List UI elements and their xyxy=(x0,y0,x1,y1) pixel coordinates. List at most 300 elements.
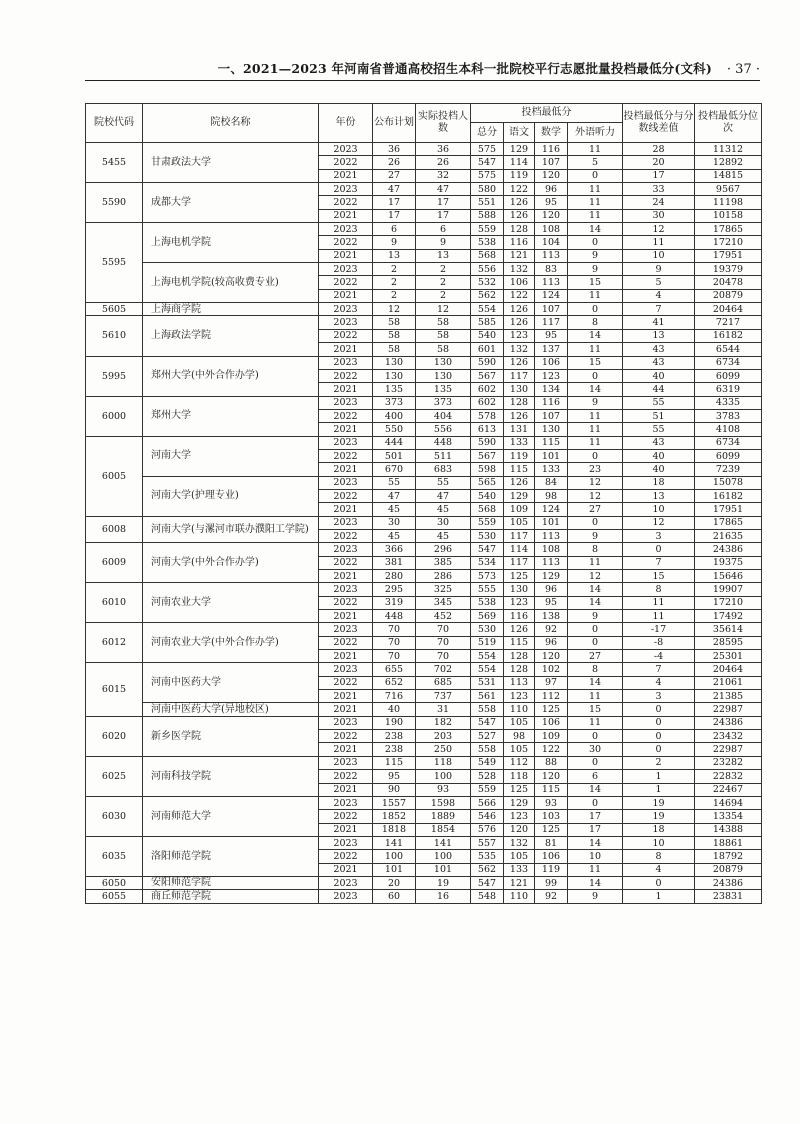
cell-math: 106 xyxy=(535,716,568,729)
cell-school-name: 河南大学(与漯河市联办濮阳工学院) xyxy=(143,516,319,543)
table-row xyxy=(86,623,762,636)
cell-rank: 20464 xyxy=(695,663,762,676)
cell-chinese: 129 xyxy=(504,489,535,502)
cell-year: 2021 xyxy=(319,703,373,716)
cell-rank: 6734 xyxy=(695,356,762,369)
table-row xyxy=(86,303,762,316)
cell-chinese: 119 xyxy=(504,449,535,462)
cell-rank: 20879 xyxy=(695,863,762,876)
cell-school-name: 上海商学院 xyxy=(143,303,319,316)
cell-year: 2021 xyxy=(319,610,373,623)
cell-total: 558 xyxy=(471,743,504,756)
cell-actual: 556 xyxy=(416,423,471,436)
cell-rank: 17210 xyxy=(695,236,762,249)
cell-math: 125 xyxy=(535,703,568,716)
cell-plan: 101 xyxy=(373,863,416,876)
cell-school-name: 上海电机学院(较高收费专业) xyxy=(143,263,319,303)
cell-total: 562 xyxy=(471,289,504,302)
cell-year: 2023 xyxy=(319,436,373,449)
cell-listening: 11 xyxy=(568,209,623,222)
cell-diff: 43 xyxy=(623,343,695,356)
cell-actual: 373 xyxy=(416,396,471,409)
cell-listening: 11 xyxy=(568,436,623,449)
cell-rank: 23831 xyxy=(695,890,762,903)
table-row xyxy=(86,183,762,196)
cell-actual: 118 xyxy=(416,756,471,769)
cell-school-name: 上海政法学院 xyxy=(143,316,319,356)
cell-year: 2022 xyxy=(319,409,373,422)
cell-year: 2023 xyxy=(319,356,373,369)
cell-listening: 14 xyxy=(568,783,623,796)
cell-actual: 45 xyxy=(416,529,471,542)
cell-math: 116 xyxy=(535,396,568,409)
cell-school-name: 河南科技学院 xyxy=(143,756,319,796)
cell-year: 2021 xyxy=(319,503,373,516)
cell-listening: 12 xyxy=(568,489,623,502)
cell-rank: 19375 xyxy=(695,556,762,569)
cell-chinese: 110 xyxy=(504,703,535,716)
cell-listening: 14 xyxy=(568,876,623,889)
cell-plan: 55 xyxy=(373,476,416,489)
cell-diff: 0 xyxy=(623,743,695,756)
cell-school-name: 郑州大学(中外合作办学) xyxy=(143,356,319,396)
cell-code: 6035 xyxy=(86,836,143,876)
cell-plan: 26 xyxy=(373,156,416,169)
cell-rank: 9567 xyxy=(695,183,762,196)
cell-year: 2021 xyxy=(319,169,373,182)
cell-chinese: 121 xyxy=(504,249,535,262)
cell-chinese: 130 xyxy=(504,583,535,596)
cell-actual: 345 xyxy=(416,596,471,609)
cell-actual: 47 xyxy=(416,489,471,502)
cell-listening: 0 xyxy=(568,449,623,462)
cell-total: 540 xyxy=(471,329,504,342)
cell-plan: 2 xyxy=(373,289,416,302)
cell-plan: 20 xyxy=(373,876,416,889)
cell-math: 101 xyxy=(535,449,568,462)
cell-code: 6009 xyxy=(86,543,143,583)
cell-listening: 10 xyxy=(568,850,623,863)
cell-actual: 70 xyxy=(416,650,471,663)
cell-diff: -4 xyxy=(623,650,695,663)
cell-listening: 0 xyxy=(568,303,623,316)
cell-chinese: 126 xyxy=(504,623,535,636)
cell-math: 129 xyxy=(535,570,568,583)
cell-year: 2021 xyxy=(319,423,373,436)
cell-rank: 11312 xyxy=(695,143,762,156)
cell-listening: 0 xyxy=(568,796,623,809)
cell-year: 2023 xyxy=(319,316,373,329)
cell-chinese: 123 xyxy=(504,690,535,703)
cell-total: 555 xyxy=(471,583,504,596)
cell-chinese: 128 xyxy=(504,223,535,236)
cell-chinese: 114 xyxy=(504,156,535,169)
cell-plan: 1557 xyxy=(373,796,416,809)
cell-year: 2022 xyxy=(319,329,373,342)
cell-total: 576 xyxy=(471,823,504,836)
table-row xyxy=(86,143,762,156)
cell-listening: 30 xyxy=(568,743,623,756)
cell-chinese: 128 xyxy=(504,663,535,676)
cell-diff: 41 xyxy=(623,316,695,329)
cell-year: 2021 xyxy=(319,249,373,262)
cell-chinese: 115 xyxy=(504,463,535,476)
cell-plan: 6 xyxy=(373,223,416,236)
table-row xyxy=(86,436,762,449)
cell-actual: 16 xyxy=(416,890,471,903)
cell-diff: 51 xyxy=(623,409,695,422)
cell-plan: 12 xyxy=(373,303,416,316)
header-diff: 投档最低分与分数线差值 xyxy=(623,104,695,143)
table-row xyxy=(86,716,762,729)
cell-plan: 130 xyxy=(373,356,416,369)
cell-listening: 5 xyxy=(568,156,623,169)
cell-diff: 0 xyxy=(623,543,695,556)
cell-actual: 702 xyxy=(416,663,471,676)
cell-math: 101 xyxy=(535,516,568,529)
cell-actual: 19 xyxy=(416,876,471,889)
cell-math: 84 xyxy=(535,476,568,489)
cell-diff: 12 xyxy=(623,223,695,236)
cell-plan: 655 xyxy=(373,663,416,676)
cell-actual: 31 xyxy=(416,703,471,716)
cell-total: 567 xyxy=(471,369,504,382)
cell-year: 2023 xyxy=(319,623,373,636)
cell-diff: 11 xyxy=(623,610,695,623)
table-row xyxy=(86,836,762,849)
cell-listening: 9 xyxy=(568,529,623,542)
cell-year: 2023 xyxy=(319,516,373,529)
cell-math: 134 xyxy=(535,383,568,396)
cell-listening: 0 xyxy=(568,169,623,182)
cell-total: 559 xyxy=(471,516,504,529)
cell-diff: 10 xyxy=(623,503,695,516)
cell-listening: 17 xyxy=(568,810,623,823)
cell-actual: 70 xyxy=(416,636,471,649)
cell-rank: 23282 xyxy=(695,756,762,769)
cell-math: 124 xyxy=(535,289,568,302)
cell-actual: 9 xyxy=(416,236,471,249)
cell-code: 5610 xyxy=(86,316,143,356)
cell-code: 5455 xyxy=(86,143,143,183)
cell-rank: 13354 xyxy=(695,810,762,823)
cell-math: 92 xyxy=(535,623,568,636)
cell-total: 562 xyxy=(471,863,504,876)
cell-math: 96 xyxy=(535,583,568,596)
cell-year: 2022 xyxy=(319,636,373,649)
cell-rank: 24386 xyxy=(695,716,762,729)
cell-plan: 30 xyxy=(373,516,416,529)
table-row xyxy=(86,876,762,889)
cell-actual: 511 xyxy=(416,449,471,462)
cell-year: 2023 xyxy=(319,476,373,489)
cell-total: 573 xyxy=(471,570,504,583)
cell-code: 6008 xyxy=(86,516,143,543)
cell-total: 569 xyxy=(471,610,504,623)
cell-total: 547 xyxy=(471,156,504,169)
cell-total: 538 xyxy=(471,596,504,609)
cell-math: 120 xyxy=(535,209,568,222)
cell-code: 6015 xyxy=(86,663,143,716)
cell-chinese: 128 xyxy=(504,396,535,409)
cell-diff: 5 xyxy=(623,276,695,289)
cell-math: 137 xyxy=(535,343,568,356)
cell-year: 2023 xyxy=(319,303,373,316)
page-header xyxy=(85,58,760,81)
cell-actual: 130 xyxy=(416,356,471,369)
cell-rank: 6734 xyxy=(695,436,762,449)
cell-year: 2021 xyxy=(319,383,373,396)
cell-diff: 8 xyxy=(623,583,695,596)
cell-listening: 12 xyxy=(568,570,623,583)
cell-actual: 182 xyxy=(416,716,471,729)
cell-total: 602 xyxy=(471,396,504,409)
cell-diff: -8 xyxy=(623,636,695,649)
cell-plan: 400 xyxy=(373,409,416,422)
cell-math: 95 xyxy=(535,329,568,342)
cell-school-name: 河南中医药大学(异地校区) xyxy=(143,703,319,716)
cell-diff: 1 xyxy=(623,783,695,796)
cell-chinese: 105 xyxy=(504,743,535,756)
cell-actual: 203 xyxy=(416,730,471,743)
cell-math: 133 xyxy=(535,463,568,476)
cell-plan: 40 xyxy=(373,703,416,716)
cell-actual: 100 xyxy=(416,770,471,783)
cell-math: 96 xyxy=(535,183,568,196)
cell-chinese: 126 xyxy=(504,476,535,489)
cell-year: 2022 xyxy=(319,770,373,783)
cell-plan: 238 xyxy=(373,730,416,743)
cell-rank: 22832 xyxy=(695,770,762,783)
cell-actual: 58 xyxy=(416,329,471,342)
cell-listening: 14 xyxy=(568,836,623,849)
cell-listening: 0 xyxy=(568,730,623,743)
cell-listening: 11 xyxy=(568,716,623,729)
cell-chinese: 98 xyxy=(504,730,535,743)
cell-math: 106 xyxy=(535,850,568,863)
cell-school-name: 河南中医药大学 xyxy=(143,663,319,703)
cell-total: 568 xyxy=(471,503,504,516)
cell-math: 107 xyxy=(535,156,568,169)
cell-actual: 141 xyxy=(416,836,471,849)
cell-math: 97 xyxy=(535,676,568,689)
cell-code: 6030 xyxy=(86,796,143,836)
cell-total: 548 xyxy=(471,890,504,903)
cell-total: 602 xyxy=(471,383,504,396)
cell-listening: 14 xyxy=(568,383,623,396)
cell-actual: 2 xyxy=(416,276,471,289)
cell-plan: 670 xyxy=(373,463,416,476)
cell-listening: 14 xyxy=(568,676,623,689)
cell-school-name: 郑州大学 xyxy=(143,396,319,436)
cell-listening: 0 xyxy=(568,369,623,382)
cell-diff: 20 xyxy=(623,156,695,169)
cell-diff: 7 xyxy=(623,303,695,316)
cell-actual: 58 xyxy=(416,343,471,356)
cell-listening: 11 xyxy=(568,423,623,436)
table-row xyxy=(86,516,762,529)
cell-chinese: 105 xyxy=(504,516,535,529)
header-math: 数学 xyxy=(535,123,568,143)
cell-diff: 40 xyxy=(623,449,695,462)
cell-rank: 7217 xyxy=(695,316,762,329)
cell-rank: 6099 xyxy=(695,449,762,462)
cell-code: 6020 xyxy=(86,716,143,756)
cell-math: 107 xyxy=(535,303,568,316)
cell-plan: 295 xyxy=(373,583,416,596)
cell-rank: 24386 xyxy=(695,543,762,556)
cell-school-name: 成都大学 xyxy=(143,183,319,223)
cell-year: 2021 xyxy=(319,783,373,796)
table-row xyxy=(86,703,762,716)
cell-math: 98 xyxy=(535,489,568,502)
cell-listening: 9 xyxy=(568,249,623,262)
cell-total: 528 xyxy=(471,770,504,783)
cell-actual: 36 xyxy=(416,143,471,156)
cell-code: 6050 xyxy=(86,876,143,889)
cell-code: 6025 xyxy=(86,756,143,796)
cell-chinese: 132 xyxy=(504,263,535,276)
cell-total: 532 xyxy=(471,276,504,289)
cell-year: 2021 xyxy=(319,343,373,356)
cell-school-name: 上海电机学院 xyxy=(143,223,319,263)
cell-diff: 0 xyxy=(623,730,695,743)
cell-year: 2022 xyxy=(319,810,373,823)
cell-actual: 17 xyxy=(416,196,471,209)
cell-diff: 44 xyxy=(623,383,695,396)
cell-listening: 0 xyxy=(568,516,623,529)
cell-math: 120 xyxy=(535,169,568,182)
cell-chinese: 112 xyxy=(504,756,535,769)
cell-listening: 11 xyxy=(568,556,623,569)
cell-math: 116 xyxy=(535,143,568,156)
cell-total: 580 xyxy=(471,183,504,196)
page-number: · 37 · xyxy=(726,62,760,77)
cell-total: 565 xyxy=(471,476,504,489)
cell-total: 547 xyxy=(471,543,504,556)
cell-year: 2021 xyxy=(319,823,373,836)
cell-diff: 13 xyxy=(623,489,695,502)
cell-total: 613 xyxy=(471,423,504,436)
cell-plan: 652 xyxy=(373,676,416,689)
cell-listening: 0 xyxy=(568,623,623,636)
cell-actual: 32 xyxy=(416,169,471,182)
cell-math: 88 xyxy=(535,756,568,769)
cell-actual: 6 xyxy=(416,223,471,236)
cell-year: 2022 xyxy=(319,276,373,289)
cell-listening: 11 xyxy=(568,196,623,209)
cell-diff: 17 xyxy=(623,169,695,182)
cell-year: 2023 xyxy=(319,143,373,156)
cell-diff: 40 xyxy=(623,369,695,382)
cell-rank: 6319 xyxy=(695,383,762,396)
cell-chinese: 126 xyxy=(504,409,535,422)
cell-math: 99 xyxy=(535,876,568,889)
cell-math: 120 xyxy=(535,770,568,783)
cell-math: 115 xyxy=(535,436,568,449)
cell-listening: 11 xyxy=(568,863,623,876)
cell-math: 102 xyxy=(535,663,568,676)
cell-listening: 23 xyxy=(568,463,623,476)
cell-chinese: 123 xyxy=(504,596,535,609)
cell-chinese: 110 xyxy=(504,890,535,903)
cell-rank: 6099 xyxy=(695,369,762,382)
cell-plan: 1818 xyxy=(373,823,416,836)
cell-actual: 1889 xyxy=(416,810,471,823)
cell-actual: 93 xyxy=(416,783,471,796)
cell-actual: 12 xyxy=(416,303,471,316)
cell-rank: 22467 xyxy=(695,783,762,796)
cell-year: 2022 xyxy=(319,676,373,689)
cell-school-name: 甘肃政法大学 xyxy=(143,143,319,183)
cell-total: 567 xyxy=(471,449,504,462)
cell-listening: 17 xyxy=(568,823,623,836)
cell-total: 549 xyxy=(471,756,504,769)
cell-diff: 18 xyxy=(623,823,695,836)
cell-plan: 141 xyxy=(373,836,416,849)
cell-actual: 448 xyxy=(416,436,471,449)
cell-actual: 135 xyxy=(416,383,471,396)
cell-math: 112 xyxy=(535,690,568,703)
cell-total: 546 xyxy=(471,810,504,823)
cell-total: 538 xyxy=(471,236,504,249)
header-actual: 实际投档人数 xyxy=(416,104,471,143)
cell-rank: 18792 xyxy=(695,850,762,863)
cell-rank: 20879 xyxy=(695,289,762,302)
cell-plan: 45 xyxy=(373,529,416,542)
cell-chinese: 131 xyxy=(504,423,535,436)
cell-math: 106 xyxy=(535,356,568,369)
header-name: 院校名称 xyxy=(143,104,319,143)
cell-plan: 47 xyxy=(373,489,416,502)
cell-year: 2023 xyxy=(319,796,373,809)
cell-listening: 14 xyxy=(568,223,623,236)
cell-year: 2023 xyxy=(319,890,373,903)
cell-year: 2022 xyxy=(319,489,373,502)
cell-plan: 95 xyxy=(373,770,416,783)
cell-rank: 16182 xyxy=(695,329,762,342)
cell-math: 123 xyxy=(535,369,568,382)
cell-chinese: 119 xyxy=(504,169,535,182)
cell-school-name: 河南农业大学(中外合作办学) xyxy=(143,623,319,663)
cell-total: 578 xyxy=(471,409,504,422)
cell-chinese: 105 xyxy=(504,850,535,863)
cell-total: 534 xyxy=(471,556,504,569)
cell-rank: 17951 xyxy=(695,249,762,262)
cell-total: 558 xyxy=(471,703,504,716)
cell-plan: 17 xyxy=(373,196,416,209)
cell-school-name: 河南大学 xyxy=(143,436,319,476)
cell-total: 601 xyxy=(471,343,504,356)
cell-rank: 14694 xyxy=(695,796,762,809)
cell-math: 108 xyxy=(535,223,568,236)
cell-chinese: 126 xyxy=(504,303,535,316)
cell-math: 107 xyxy=(535,409,568,422)
cell-actual: 101 xyxy=(416,863,471,876)
cell-plan: 60 xyxy=(373,890,416,903)
cell-chinese: 117 xyxy=(504,369,535,382)
cell-chinese: 128 xyxy=(504,650,535,663)
cell-year: 2022 xyxy=(319,556,373,569)
cell-total: 561 xyxy=(471,690,504,703)
cell-total: 556 xyxy=(471,263,504,276)
cell-diff: 40 xyxy=(623,463,695,476)
cell-total: 535 xyxy=(471,850,504,863)
cell-math: 109 xyxy=(535,730,568,743)
cell-code: 5590 xyxy=(86,183,143,223)
cell-year: 2023 xyxy=(319,396,373,409)
cell-total: 547 xyxy=(471,716,504,729)
